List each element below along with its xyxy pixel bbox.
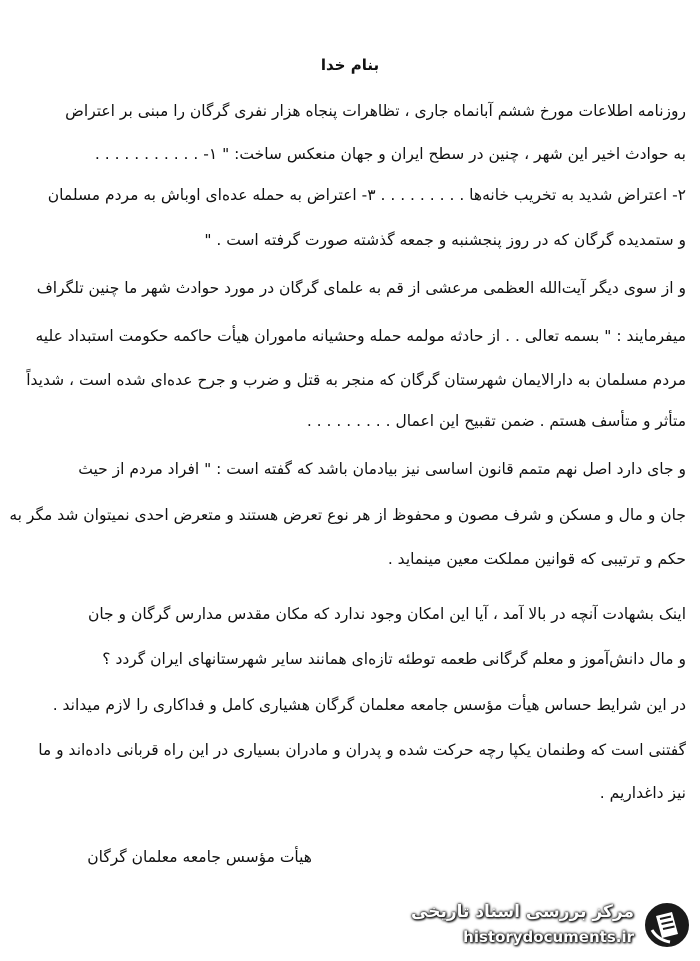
watermark (412, 896, 692, 954)
document-line: و مال دانش‌آموز و معلم گرگانی طعمه توطئه تازه‌ای همانند سایر شهرستانهای ایران گردد ؟ (102, 650, 686, 668)
document-line: و ستمدیده گرگان که در روز پنجشنبه و جمعه گذشته صورت گرفته است . " (204, 231, 686, 249)
document-line: و جای دارد اصل نهم متمم قانون اساسی نیز بیادمان باشد که گفته است : " افراد مردم از حیث (78, 460, 686, 478)
document-line: حکم و ترتیبی که قوانین مملکت معین مینماید . (387, 550, 686, 568)
document-logo-icon (642, 900, 692, 950)
document-line: مردم مسلمان به دارالایمان شهرستان گرگان که منجر به قتل و ضرب و جرح عده‌ای شده است ، شدیداً (26, 371, 686, 389)
document-line: میفرمایند : " بسمه تعالی . . از حادثه مولمه حمله وحشیانه ماموران هیأت حاکمه حکومت استبداد علیه (35, 327, 686, 345)
document-line: به حوادث اخیر این شهر ، چنین در سطح ایران و جهان منعکس ساخت: " ۱- . . . . . . . . . . . (94, 145, 686, 163)
signature: هیأت مؤسس جامعه معلمان گرگان (87, 848, 312, 866)
document-heading: بنام خدا (320, 56, 380, 74)
document-line: نیز داغداریم . (599, 784, 686, 802)
watermark-url: historydocuments.ir (463, 928, 634, 946)
document-line: در این شرایط حساس هیأت مؤسس جامعه معلمان گرگان هشیاری کامل و فداکاری را لازم میداند . (52, 696, 686, 714)
document-line: ۲- اعتراض شدید به تخریب خانه‌ها . . . . . . . . . ۳- اعتراض به حمله عده‌ای اوباش به مردم مسلمان (47, 186, 686, 204)
document-line: اینک بشهادت آنچه در بالا آمد ، آیا این امکان وجود ندارد که مکان مقدس مدارس گرگان و جان (87, 605, 686, 623)
document-line: جان و مال و مسکن و شرف مصون و محفوظ از هر نوع تعرض هستند و متعرض احدی نمیتوان شد مگر به (9, 506, 686, 524)
document-line: و از سوی دیگر آیت‌الله العظمی مرعشی از قم به علمای گرگان در مورد حوادث شهر ما چنین تلگراف (36, 279, 686, 297)
document-line: متأثر و متأسف هستم . ضمن تقبیح این اعمال . . . . . . . . . (306, 412, 686, 430)
document-line: گفتنی است که وطنمان یکپا رچه حرکت شده و پدران و مادران بسیاری در این راه قربانی داده‌اند و ما (38, 741, 686, 759)
document-line: روزنامه اطلاعات مورخ ششم آبانماه جاری ، تظاهرات پنجاه هزار نفری گرگان را مبنی بر اعتراض (65, 102, 686, 120)
watermark-name: مرکز بررسی اسناد تاریخی (411, 902, 634, 922)
